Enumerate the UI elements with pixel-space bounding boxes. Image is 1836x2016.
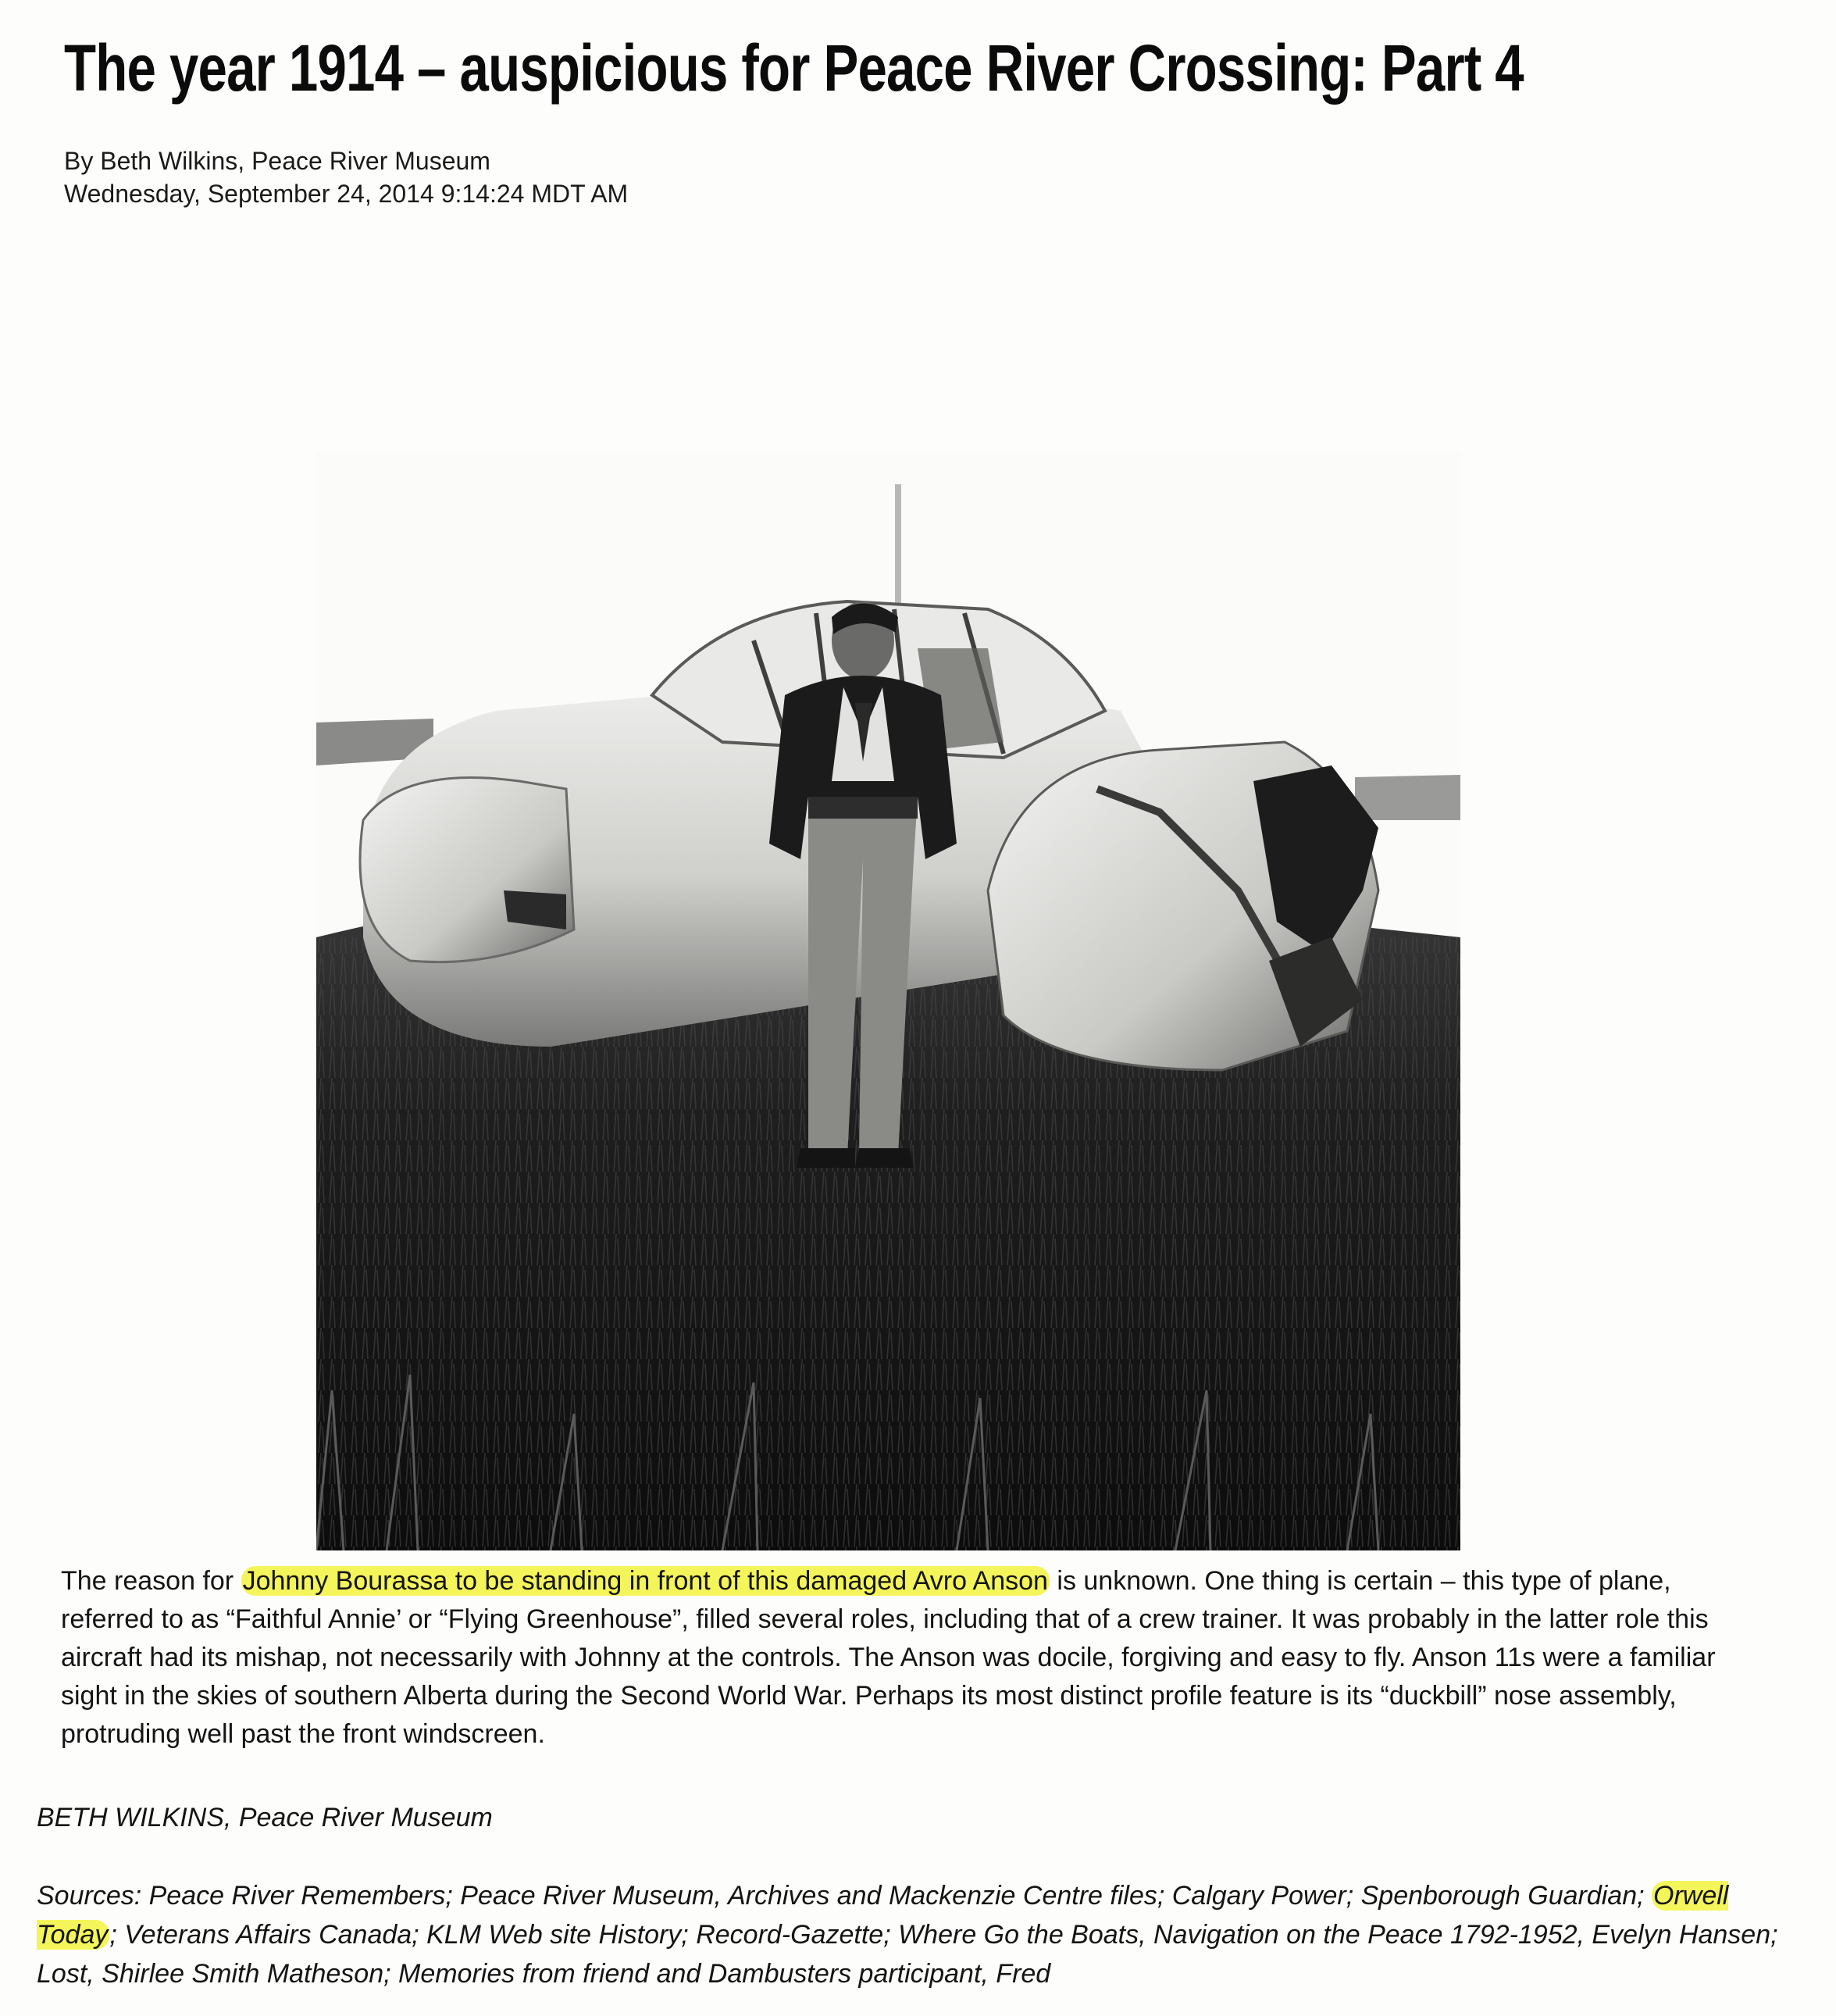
sources-list (37, 1876, 1809, 1993)
byline-block (64, 145, 628, 210)
sources-part2: ; Veterans Affairs Canada; KLM Web site History; Record-Gazette; Where Go the Boats, Navigation on the Peace 1792-1952, Evelyn Hansen; Lost, Shirlee Smith Matheson; Memories from friend and Dambusters participant, Fred (37, 1920, 1778, 1989)
dateline: Wednesday, September 24, 2014 9:14:24 MDT AM (64, 179, 629, 208)
sources-part1: Sources: Peace River Remembers; Peace River Museum, Archives and Mackenzie Centre files; Calgary Power; Spenborough Guardian; (37, 1881, 1652, 1911)
author-line: By Beth Wilkins, Peace River Museum (64, 147, 490, 175)
photo-caption (61, 1562, 1771, 1754)
author-credit: BETH WILKINS, Peace River Museum (37, 1803, 493, 1832)
sources-highlight: Orwell Today (37, 1881, 1729, 1950)
article-photo (316, 453, 1460, 1550)
photo-man-with-damaged-plane (316, 453, 1460, 1550)
caption-lead: The reason for (61, 1566, 241, 1596)
caption-highlight: Johnny Bourassa to be standing in front of this damaged Avro Anson (242, 1566, 1048, 1596)
caption-rest: is unknown. One thing is certain – this type of plane, referred to as “Faithful Annie’ or “Flying Greenhouse”, filled several roles, including that of a crew trainer. It was probably in the latter role this aircraft had its mishap, not necessarily with Johnny at the controls. The Anson was docile, forgiving and easy to fly. Anson 11s were a familiar sight in the skies of southern Alberta during the Second World War. Perhaps its most distinct profile feature is its “duckbill” nose assembly, protruding well past the front windscreen. (61, 1566, 1716, 1749)
article-title: The year 1914 – auspicious for Peace River Crossing: Part 4 (64, 31, 1524, 105)
